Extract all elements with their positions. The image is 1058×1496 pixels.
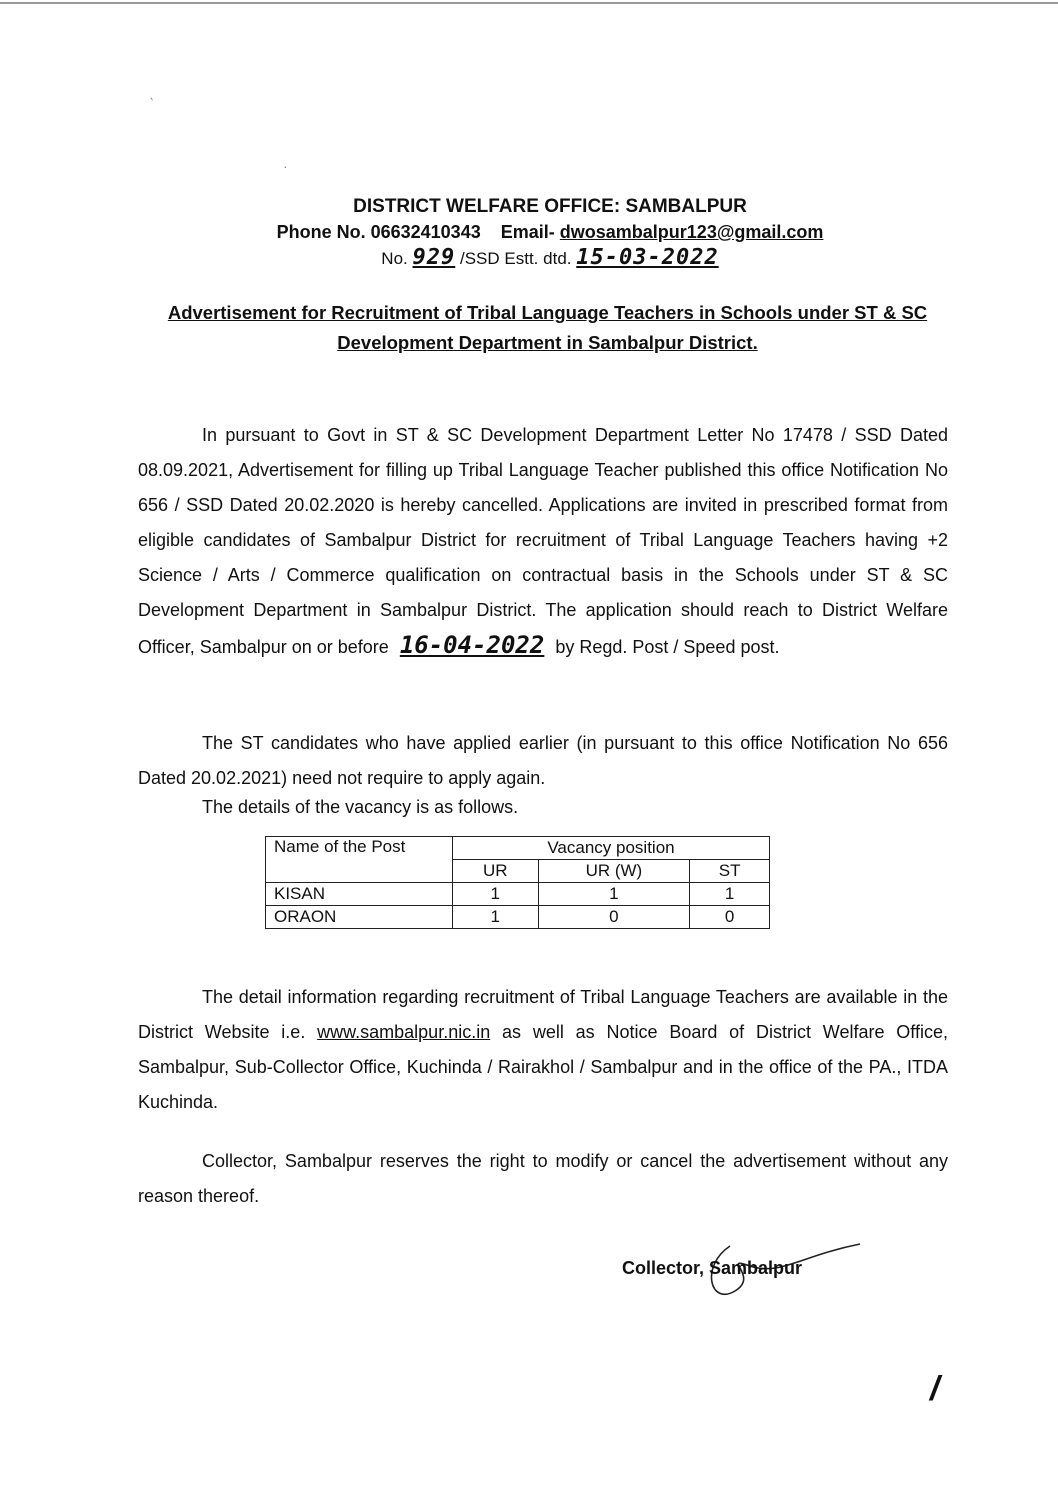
phone-number: 06632410343 xyxy=(370,222,481,242)
cell-urw: 1 xyxy=(538,883,690,906)
ref-date-handwritten: 15-03-2022 xyxy=(576,245,719,270)
table-row xyxy=(266,906,770,929)
paragraph-website-text: The detail information regarding recruitment of Tribal Language Teachers are available in the District Website i.e. xyxy=(138,987,948,1042)
paragraph-website-end: as well as Notice Board of District Welfare Office, Sambalpur, Sub-Collector Office, Kuchinda / Rairakhol / Sambalpur and in the office of the PA., ITDA Kuchinda. xyxy=(138,1022,948,1112)
paragraph-st-candidates: The ST candidates who have applied earlier (in pursuant to this office Notification No 656 Dated 20.02.2021) need not require to apply again. xyxy=(138,733,948,788)
col-header-post: Name of the Post xyxy=(266,837,453,883)
vacancy-table xyxy=(265,836,770,929)
cell-ur: 1 xyxy=(453,906,539,929)
subject-heading: Advertisement for Recruitment of Tribal Language Teachers in Schools under ST & SC Development Department in Sambalpur District. xyxy=(167,302,928,353)
ref-no-label: No. xyxy=(381,249,408,268)
paragraph-website-info xyxy=(138,980,948,1120)
district-website-link[interactable]: www.sambalpur.nic.in xyxy=(317,1022,491,1042)
paragraph-collector-rights: Collector, Sambalpur reserves the right to modify or cancel the advertisement without any reason thereof. xyxy=(138,1151,948,1206)
last-date-handwritten: 16-04-2022 xyxy=(399,631,545,659)
letterhead xyxy=(230,196,870,270)
scan-mark: ‵ xyxy=(150,95,154,111)
paragraph-vacancy-intro: The details of the vacancy is as follows. xyxy=(202,797,519,817)
paragraph-main xyxy=(138,418,948,665)
scan-edge-line xyxy=(0,2,1058,4)
col-header-urw: UR (W) xyxy=(538,860,690,883)
signature-block: Collector, Sambalpur xyxy=(622,1258,803,1278)
phone-label: Phone No. xyxy=(276,222,366,242)
contact-line xyxy=(230,222,870,243)
reference-line xyxy=(230,245,870,270)
email-address: dwosambalpur123@gmail.com xyxy=(559,222,824,242)
col-header-vacancy: Vacancy position xyxy=(453,837,770,860)
paragraph-main-end: by Regd. Post / Speed post. xyxy=(555,637,780,657)
ref-suffix: /SSD Estt. xyxy=(459,249,539,268)
table-row xyxy=(266,883,770,906)
scan-mark: · xyxy=(283,158,288,174)
dtd-label: dtd. xyxy=(543,249,572,268)
email-label: Email- xyxy=(500,222,555,242)
ref-no-handwritten: 929 xyxy=(412,245,456,270)
cell-st: 0 xyxy=(690,906,770,929)
cell-st: 1 xyxy=(690,883,770,906)
office-title: DISTRICT WELFARE OFFICE: SAMBALPUR xyxy=(353,196,747,217)
cell-post: ORAON xyxy=(266,906,453,929)
col-header-st: ST xyxy=(690,860,770,883)
page-mark: / xyxy=(930,1370,940,1408)
cell-ur: 1 xyxy=(453,883,539,906)
cell-urw: 0 xyxy=(538,906,690,929)
col-header-ur: UR xyxy=(453,860,539,883)
table-header-row xyxy=(266,837,770,860)
cell-post: KISAN xyxy=(266,883,453,906)
paragraph-main-text: In pursuant to Govt in ST & SC Development Department Letter No 17478 / SSD Dated 08.09.2021, Advertisement for filling up Tribal Language Teacher published this office Notification No 656 / SSD Dated 20.02.2020 is hereby cancelled. Applications are invited in prescribed format from eligible candidates of Sambalpur District for recruitment of Tribal Language Teachers having +2 Science / Arts / Commerce qualification on contractual basis in the Schools under ST & SC Development Department in Sambalpur District. The application should reach to District Welfare Officer, Sambalpur on or before xyxy=(138,425,948,657)
